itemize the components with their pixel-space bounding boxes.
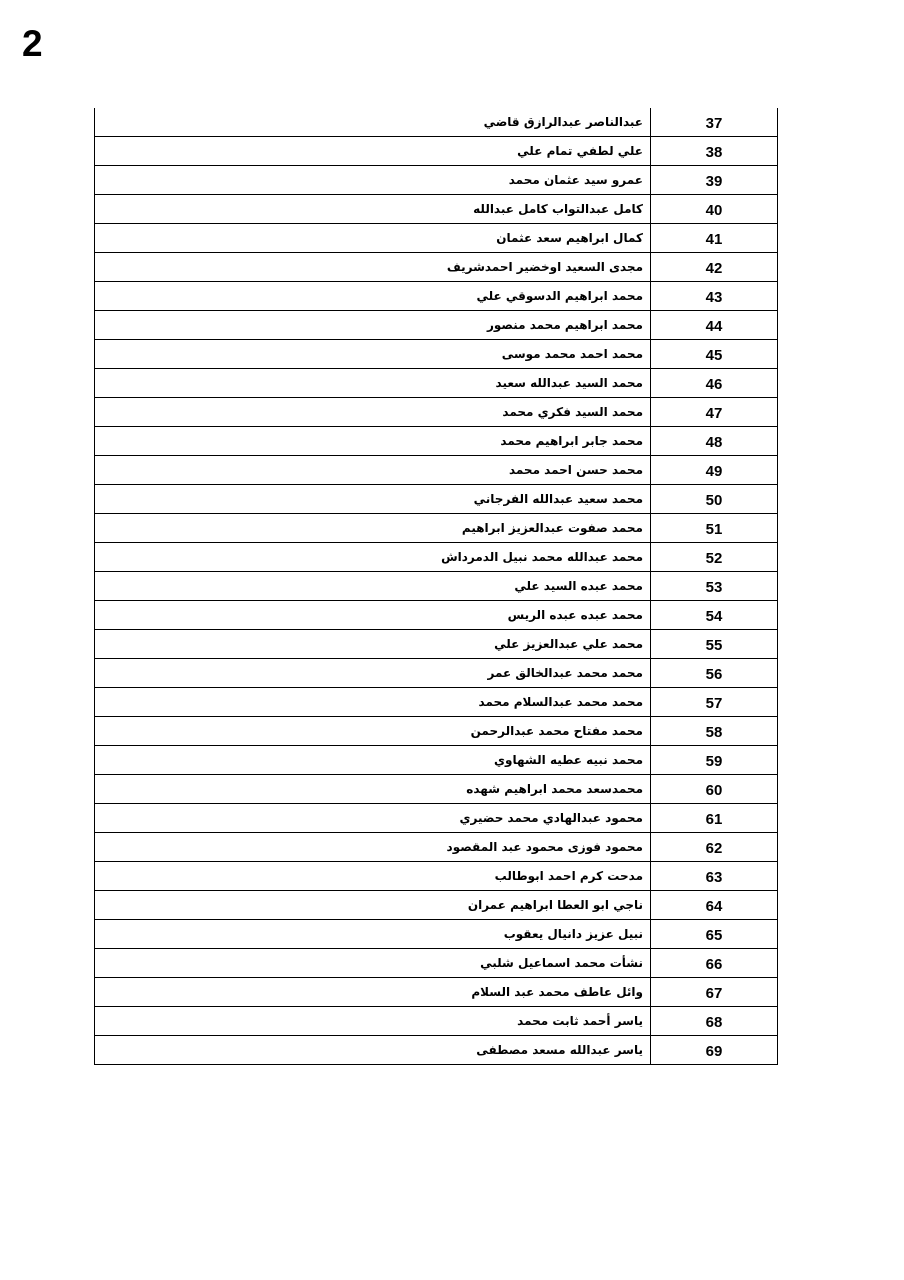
table-row <box>95 949 778 978</box>
name-cell: مدحت كرم احمد ابوطالب <box>95 862 651 891</box>
number-cell: 41 <box>651 224 778 253</box>
number-cell: 45 <box>651 340 778 369</box>
number-cell: 61 <box>651 804 778 833</box>
number-cell: 55 <box>651 630 778 659</box>
number-cell: 46 <box>651 369 778 398</box>
table-row <box>95 688 778 717</box>
number-cell: 37 <box>651 108 778 137</box>
table-row <box>95 137 778 166</box>
table-row <box>95 456 778 485</box>
table-row <box>95 717 778 746</box>
number-cell: 62 <box>651 833 778 862</box>
number-cell: 67 <box>651 978 778 1007</box>
table-row <box>95 775 778 804</box>
table-row <box>95 108 778 137</box>
table-row <box>95 427 778 456</box>
number-cell: 69 <box>651 1036 778 1065</box>
name-cell: محمد عبده عبده الريس <box>95 601 651 630</box>
table-row <box>95 311 778 340</box>
table-row <box>95 891 778 920</box>
name-cell: محمد احمد محمد موسى <box>95 340 651 369</box>
number-cell: 68 <box>651 1007 778 1036</box>
name-cell: محمد عبده السيد علي <box>95 572 651 601</box>
table-row <box>95 253 778 282</box>
name-cell: ناجي ابو العطا ابراهيم عمران <box>95 891 651 920</box>
name-cell: نبيل عزيز دانيال يعقوب <box>95 920 651 949</box>
table-row <box>95 1007 778 1036</box>
name-cell: كامل عبدالتواب كامل عبدالله <box>95 195 651 224</box>
name-cell: محمد محمد عبدالخالق عمر <box>95 659 651 688</box>
name-cell: محمد السيد فكري محمد <box>95 398 651 427</box>
table-row <box>95 630 778 659</box>
table-row <box>95 804 778 833</box>
table-row <box>95 340 778 369</box>
number-cell: 60 <box>651 775 778 804</box>
number-cell: 59 <box>651 746 778 775</box>
name-cell: كمال ابراهيم سعد عثمان <box>95 224 651 253</box>
name-cell: محمد صفوت عبدالعزيز ابراهيم <box>95 514 651 543</box>
number-cell: 43 <box>651 282 778 311</box>
number-cell: 51 <box>651 514 778 543</box>
number-cell: 38 <box>651 137 778 166</box>
table-row <box>95 195 778 224</box>
name-cell: علي لطفي تمام علي <box>95 137 651 166</box>
name-cell: محمد مفتاح محمد عبدالرحمن <box>95 717 651 746</box>
name-cell: عبدالناصر عبدالرازق قاضي <box>95 108 651 137</box>
name-cell: وائل عاطف محمد عبد السلام <box>95 978 651 1007</box>
name-cell: محمد السيد عبدالله سعيد <box>95 369 651 398</box>
table-row <box>95 572 778 601</box>
table-body <box>95 108 778 1065</box>
number-cell: 64 <box>651 891 778 920</box>
table-row <box>95 920 778 949</box>
table-row <box>95 746 778 775</box>
name-cell: محمد سعيد عبدالله الفرجاني <box>95 485 651 514</box>
table-row <box>95 166 778 195</box>
name-cell: محمد علي عبدالعزيز علي <box>95 630 651 659</box>
name-cell: محمود فوزى محمود عبد المقصود <box>95 833 651 862</box>
name-cell: محمد حسن احمد محمد <box>95 456 651 485</box>
table-row <box>95 514 778 543</box>
name-cell: محمود عبدالهادي محمد حضيري <box>95 804 651 833</box>
number-cell: 58 <box>651 717 778 746</box>
number-cell: 44 <box>651 311 778 340</box>
page-number: 2 <box>22 23 43 64</box>
table-row <box>95 659 778 688</box>
table-row <box>95 833 778 862</box>
name-cell: ياسر عبدالله مسعد مصطفى <box>95 1036 651 1065</box>
table-row <box>95 224 778 253</box>
number-cell: 48 <box>651 427 778 456</box>
table-row <box>95 485 778 514</box>
table-row <box>95 978 778 1007</box>
names-table <box>94 108 778 1065</box>
name-cell: محمد ابراهيم الدسوقي علي <box>95 282 651 311</box>
number-cell: 52 <box>651 543 778 572</box>
name-cell: محمد نبيه عطيه الشهاوي <box>95 746 651 775</box>
name-cell: محمد ابراهيم محمد منصور <box>95 311 651 340</box>
name-cell: محمدسعد محمد ابراهيم شهده <box>95 775 651 804</box>
number-cell: 63 <box>651 862 778 891</box>
table-row <box>95 282 778 311</box>
table-row <box>95 543 778 572</box>
table-row <box>95 369 778 398</box>
number-cell: 42 <box>651 253 778 282</box>
number-cell: 49 <box>651 456 778 485</box>
table-row <box>95 862 778 891</box>
name-cell: محمد عبدالله محمد نبيل الدمرداش <box>95 543 651 572</box>
number-cell: 47 <box>651 398 778 427</box>
name-cell: نشأت محمد اسماعيل شلبي <box>95 949 651 978</box>
name-cell: مجدى السعيد اوخضير احمدشريف <box>95 253 651 282</box>
table-row <box>95 601 778 630</box>
number-cell: 66 <box>651 949 778 978</box>
name-cell: ياسر أحمد ثابت محمد <box>95 1007 651 1036</box>
number-cell: 40 <box>651 195 778 224</box>
number-cell: 65 <box>651 920 778 949</box>
table-row <box>95 398 778 427</box>
name-cell: محمد محمد عبدالسلام محمد <box>95 688 651 717</box>
number-cell: 57 <box>651 688 778 717</box>
number-cell: 54 <box>651 601 778 630</box>
number-cell: 53 <box>651 572 778 601</box>
number-cell: 50 <box>651 485 778 514</box>
table-row <box>95 1036 778 1065</box>
name-cell: محمد جابر ابراهيم محمد <box>95 427 651 456</box>
number-cell: 56 <box>651 659 778 688</box>
number-cell: 39 <box>651 166 778 195</box>
name-cell: عمرو سيد عثمان محمد <box>95 166 651 195</box>
